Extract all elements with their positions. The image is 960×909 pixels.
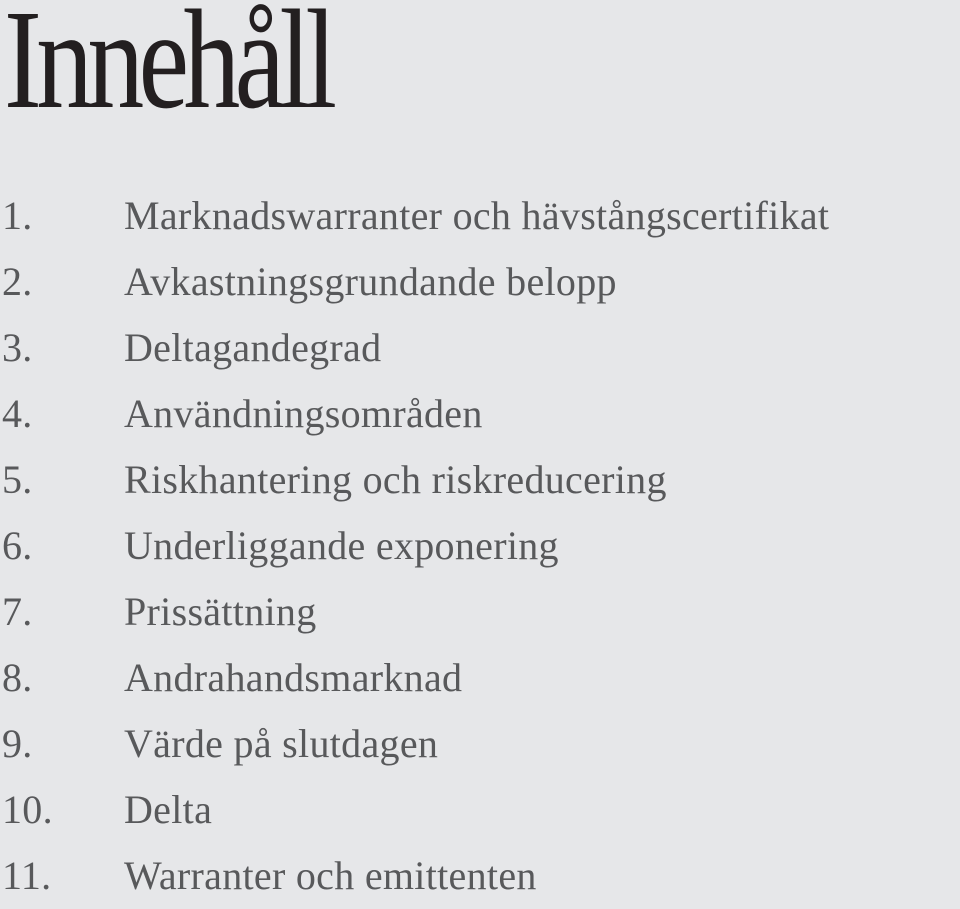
- toc-item-number: 6.: [2, 523, 33, 568]
- toc-item-number: 3.: [2, 325, 33, 370]
- toc-item-number: 11.: [2, 853, 52, 898]
- toc-item: [0, 513, 829, 579]
- toc-item: [0, 711, 829, 777]
- toc-item-label: Marknadswarranter och hävstångscertifikat: [124, 193, 830, 238]
- toc-item: [0, 183, 829, 249]
- toc-item-label: Riskhantering och riskreducering: [124, 457, 667, 502]
- toc-item: [0, 249, 829, 315]
- toc-item-label: Värde på slutdagen: [124, 721, 439, 766]
- toc-item: [0, 645, 829, 711]
- toc-item: [0, 315, 829, 381]
- toc-item-number: 8.: [2, 655, 33, 700]
- toc-item-label: Underliggande exponering: [124, 523, 559, 568]
- toc-item: [0, 777, 829, 843]
- toc-item-label: Warranter och emittenten: [124, 853, 537, 898]
- toc-item-label: Deltagandegrad: [124, 325, 382, 370]
- toc-item-label: Användningsområden: [124, 391, 483, 436]
- toc-item-number: 1.: [2, 193, 33, 238]
- table-of-contents: [0, 183, 829, 909]
- toc-item: [0, 447, 829, 513]
- toc-item-number: 5.: [2, 457, 33, 502]
- toc-item-number: 9.: [2, 721, 33, 766]
- toc-item: [0, 579, 829, 645]
- toc-item-number: 7.: [2, 589, 33, 634]
- page-title: Innehåll: [4, 0, 332, 138]
- toc-item: [0, 843, 829, 909]
- toc-item-number: 4.: [2, 391, 33, 436]
- toc-item-label: Avkastningsgrundande belopp: [124, 259, 617, 304]
- toc-item-label: Delta: [124, 787, 213, 832]
- toc-item-label: Prissättning: [124, 589, 317, 634]
- toc-item-number: 10.: [2, 787, 53, 832]
- toc-item-label: Andrahandsmarknad: [124, 655, 463, 700]
- toc-item: [0, 381, 829, 447]
- toc-item-number: 2.: [2, 259, 33, 304]
